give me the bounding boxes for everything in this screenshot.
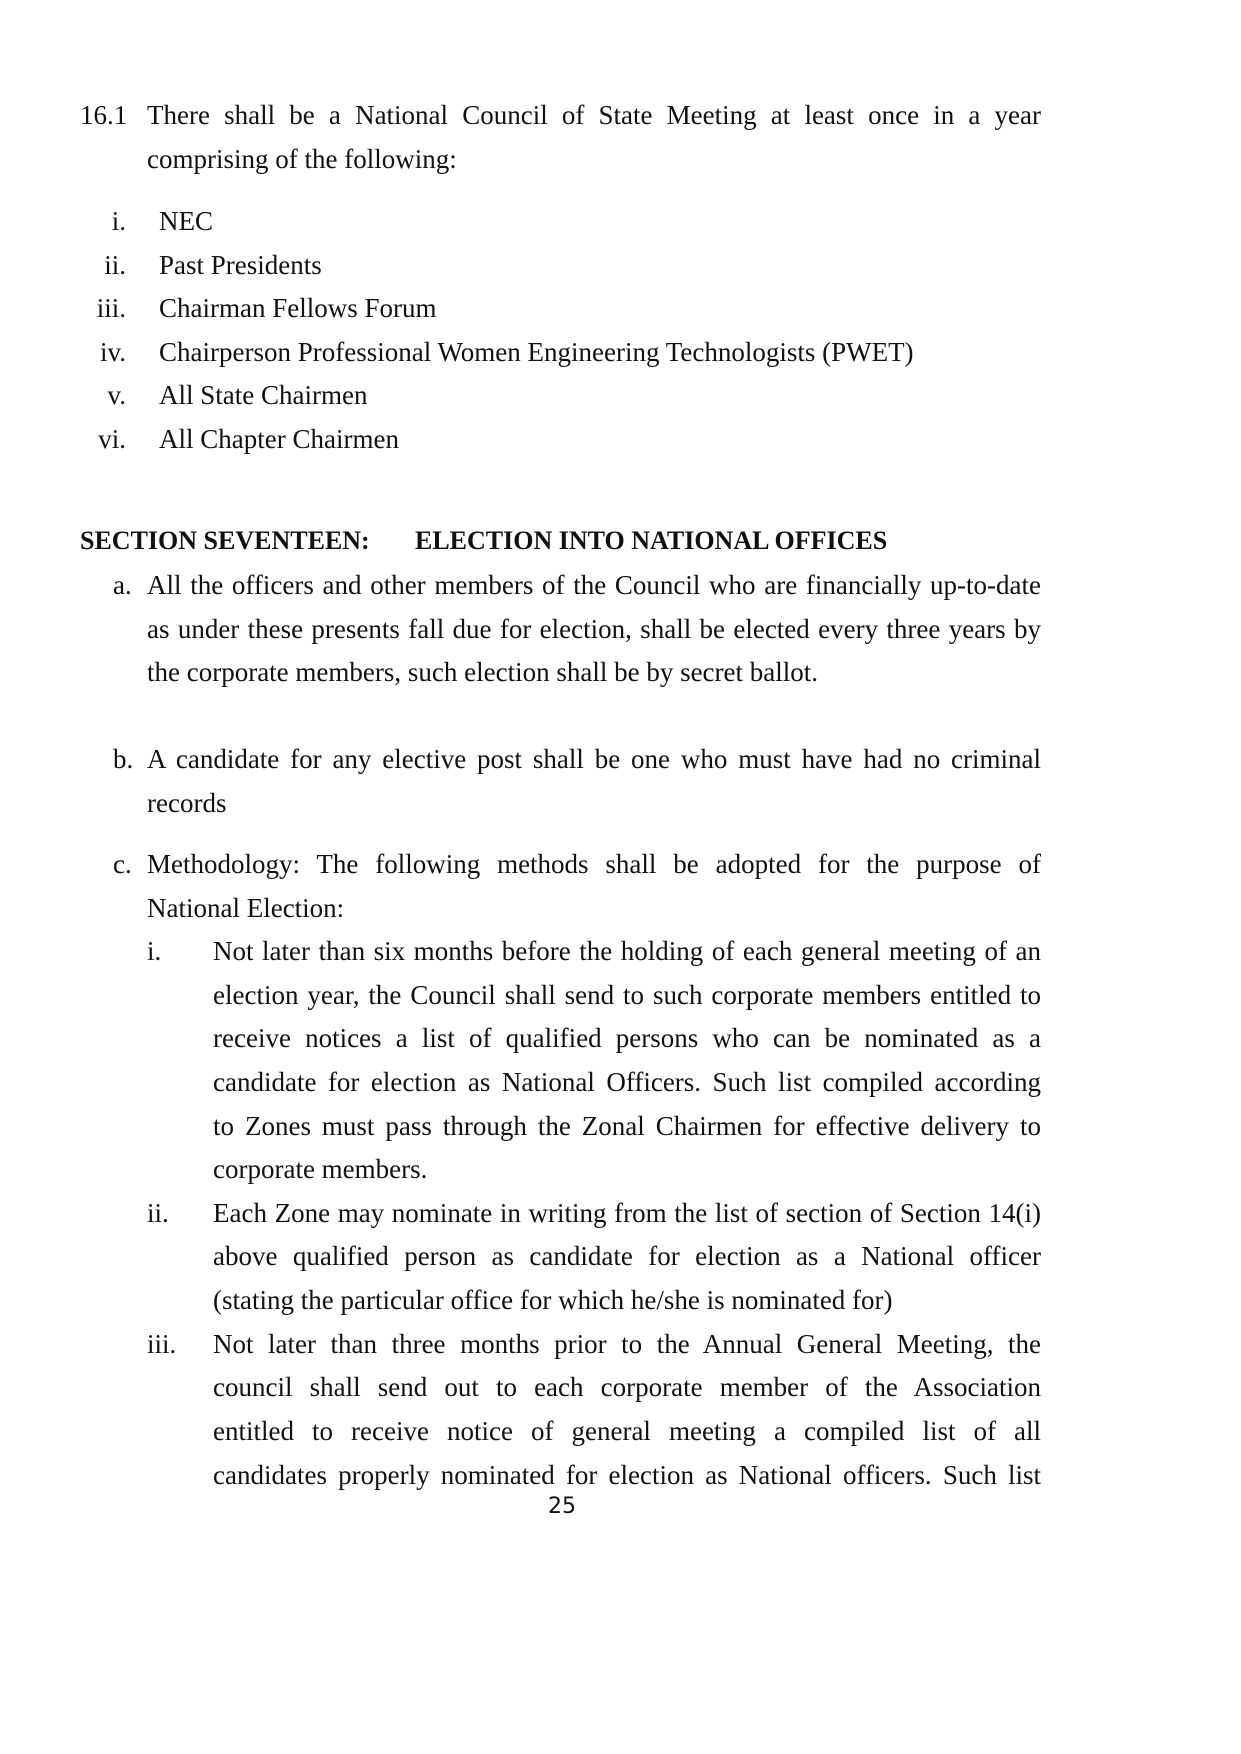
subitem-text-line: candidate for election as National Officers. Such list compiled according: [213, 1067, 1041, 1097]
list-marker: v.: [107, 380, 126, 410]
subitem-text-line: candidates properly nominated for election as National officers. Such list: [213, 1460, 1041, 1490]
list-marker: i.: [111, 206, 126, 236]
item-text-line: records: [147, 788, 227, 818]
list-item-text: All State Chairmen: [159, 380, 368, 410]
subitem-text-line: entitled to receive notice of general meeting a compiled list of all: [213, 1416, 1041, 1446]
subitem-marker: i.: [147, 936, 162, 966]
item-marker: b.: [113, 744, 134, 774]
subitem-text-line: council shall send out to each corporate member of the Association: [213, 1372, 1041, 1402]
list-item-text: Chairman Fellows Forum: [159, 293, 437, 323]
item-text-line: Methodology: The following methods shall be adopted for the purpose of: [147, 849, 1041, 879]
subitem-text-line: corporate members.: [213, 1154, 428, 1184]
list-marker: iv.: [100, 337, 126, 367]
page-number: 25: [548, 1494, 576, 1519]
list-item-text: NEC: [159, 206, 213, 236]
subitem-marker: iii.: [147, 1329, 177, 1359]
clause-text-line: comprising of the following:: [147, 144, 457, 174]
section-label: SECTION SEVENTEEN:: [80, 526, 370, 555]
item-text-line: as under these presents fall due for election, shall be elected every three years by: [147, 614, 1041, 644]
list-item-text: All Chapter Chairmen: [159, 424, 399, 454]
item-text-line: A candidate for any elective post shall be one who must have had no criminal: [147, 744, 1041, 774]
item-text-line: National Election:: [147, 893, 345, 923]
subitem-text-line: Not later than six months before the holding of each general meeting of an: [213, 936, 1041, 966]
subitem-text-line: election year, the Council shall send to such corporate members entitled to: [213, 980, 1041, 1010]
clause-text-line: There shall be a National Council of State Meeting at least once in a year: [147, 100, 1041, 130]
subitem-text-line: Not later than three months prior to the Annual General Meeting, the: [213, 1329, 1041, 1359]
subitem-text-line: Each Zone may nominate in writing from the list of section of Section 14(i): [213, 1198, 1041, 1228]
list-item-text: Past Presidents: [159, 250, 322, 280]
section-title: ELECTION INTO NATIONAL OFFICES: [415, 526, 888, 555]
list-marker: vi.: [98, 424, 126, 454]
list-marker: iii.: [96, 293, 126, 323]
subitem-text-line: (stating the particular office for which he/she is nominated for): [213, 1285, 893, 1315]
subitem-text-line: to Zones must pass through the Zonal Chairmen for effective delivery to: [213, 1111, 1041, 1141]
list-marker: ii.: [104, 250, 126, 280]
list-item-text: Chairperson Professional Women Engineering Technologists (PWET): [159, 337, 914, 367]
clause-number: 16.1: [80, 100, 128, 130]
item-text-line: the corporate members, such election shall be by secret ballot.: [147, 657, 819, 687]
subitem-text-line: receive notices a list of qualified persons who can be nominated as a: [213, 1023, 1041, 1053]
item-marker: a.: [113, 570, 132, 600]
item-marker: c.: [113, 849, 132, 879]
item-text-line: All the officers and other members of the Council who are financially up-to-date: [147, 570, 1041, 600]
subitem-marker: ii.: [147, 1198, 169, 1228]
subitem-text-line: above qualified person as candidate for election as a National officer: [213, 1241, 1041, 1271]
